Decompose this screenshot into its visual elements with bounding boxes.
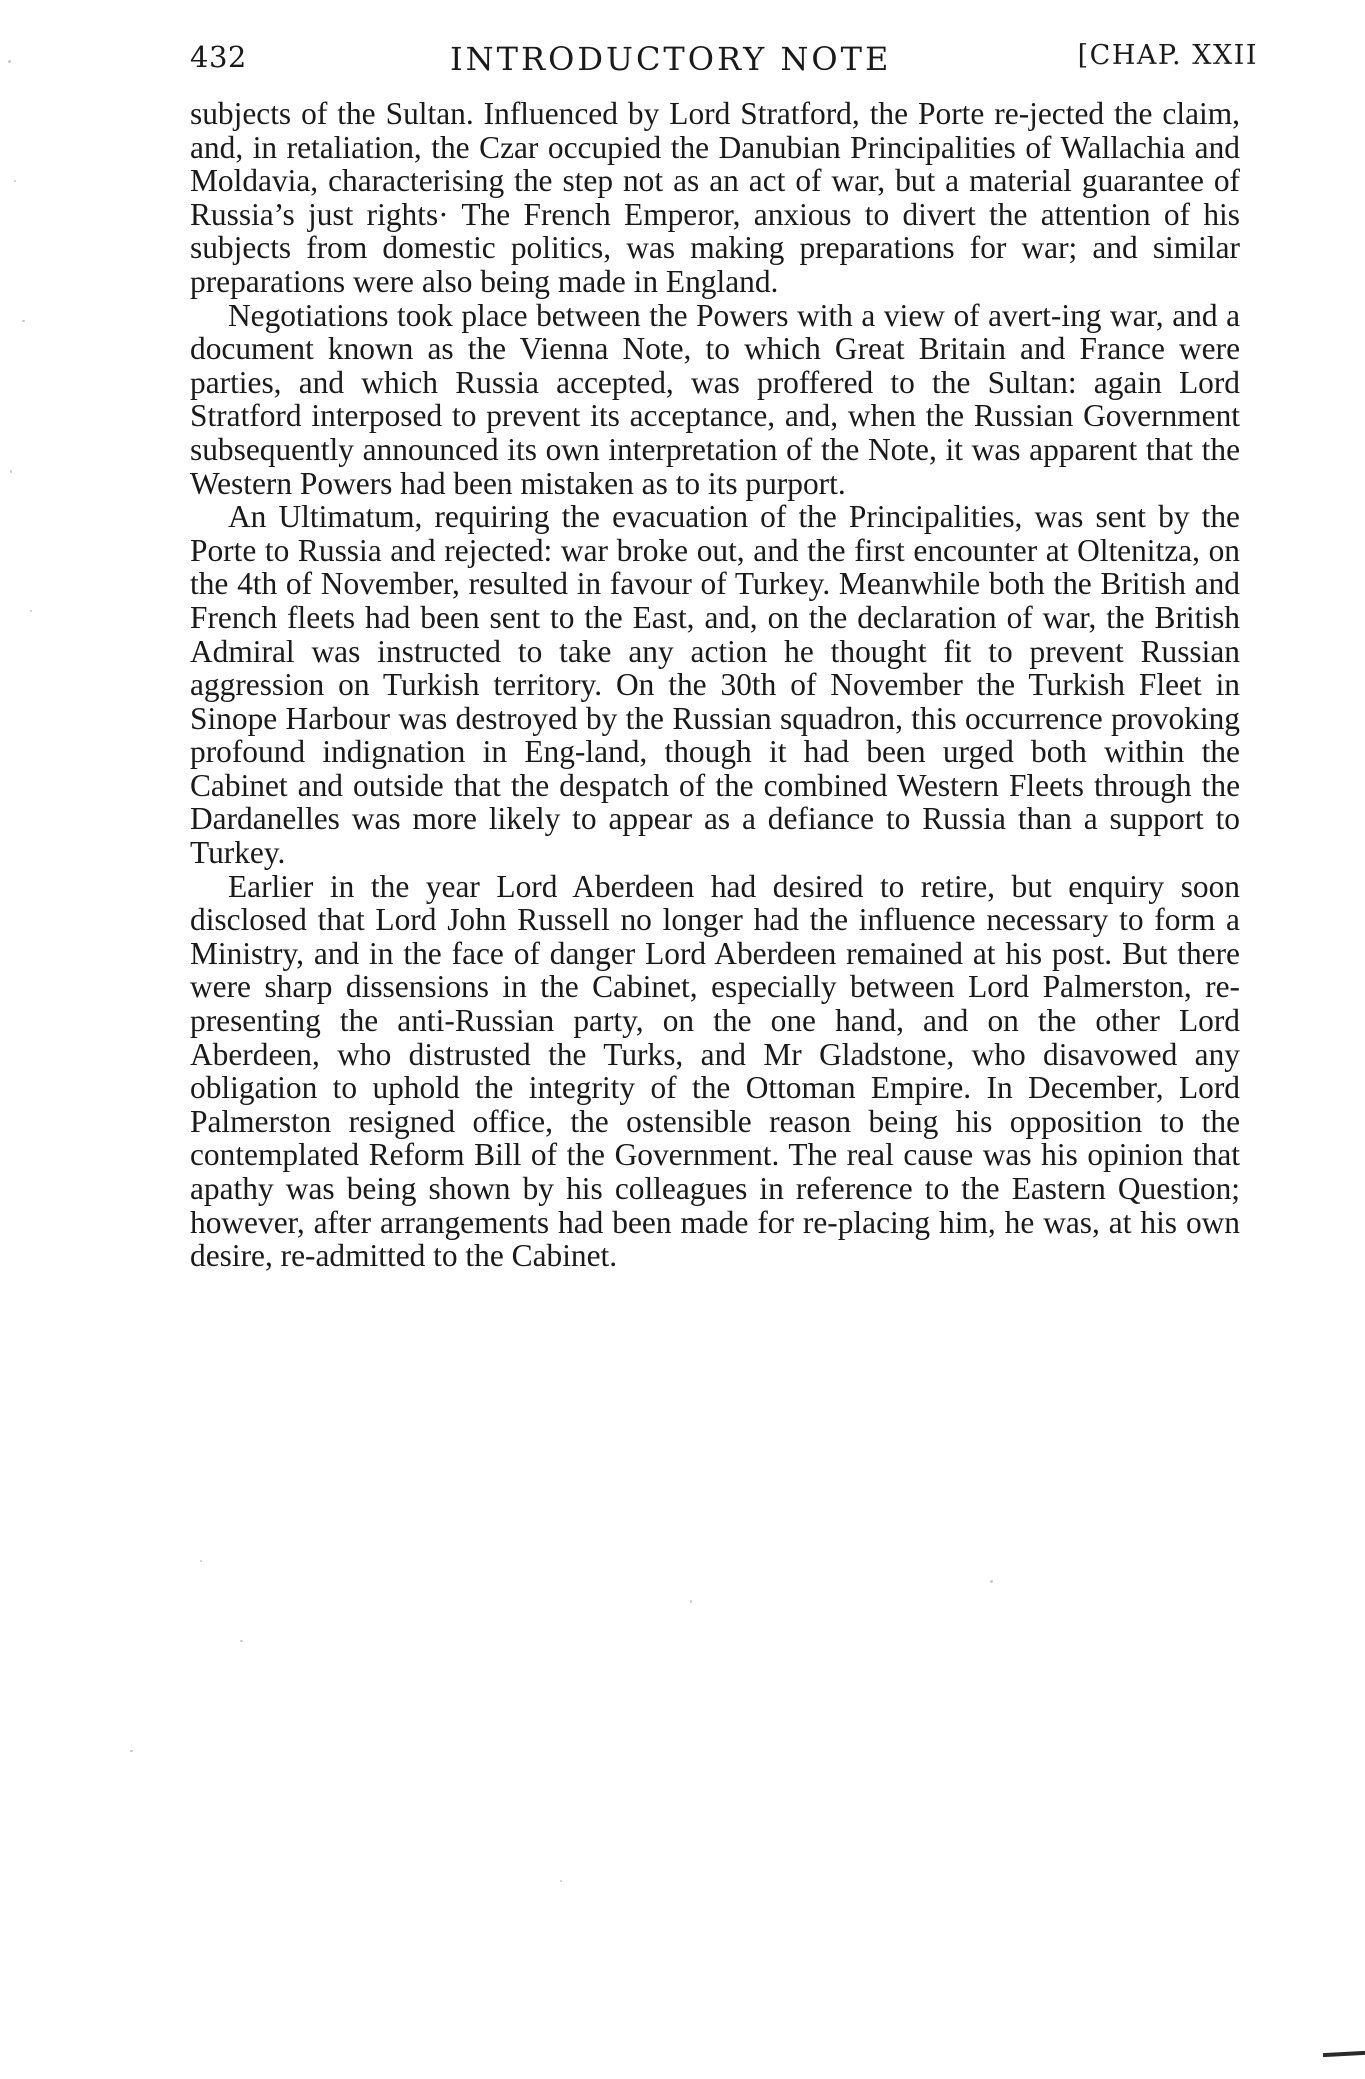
scan-speck xyxy=(990,1580,993,1583)
scan-speck xyxy=(130,1750,133,1752)
paragraph-1: subjects of the Sultan. Influenced by Lord Stratford, the Porte re-jected the claim, and, in retaliation, the Czar occupied the Danubian Principalities of Wallachia and Moldavia, characterising the step not as an act of war, but a material guarantee of Russia’s just rights· The French Emperor, anxious to divert the attention of his subjects from domestic politics, was making preparations for war; and similar preparations were also being made in England. xyxy=(190,96,1240,299)
scan-speck xyxy=(14,180,16,182)
page-number: 432 xyxy=(190,40,247,74)
scan-speck xyxy=(8,60,11,63)
scan-speck xyxy=(22,320,25,322)
running-head xyxy=(190,40,1258,90)
scan-speck xyxy=(200,1560,202,1562)
scan-edge-mark xyxy=(1323,2051,1365,2057)
paragraph-2: Negotiations took place between the Powers with a view of avert-ing war, and a document known as the Vienna Note, to which Great Britain and France were parties, and which Russia accepted, was proffered to the Sultan: again Lord Stratford interposed to prevent its acceptance, and, when the Russian Government subsequently announced its own interpretation of the Note, it was apparent that the Western Powers had been mistaken as to its purport. xyxy=(190,297,1240,501)
running-title: INTRODUCTORY NOTE xyxy=(450,40,892,78)
scan-speck xyxy=(30,610,32,612)
scan-speck xyxy=(690,1600,692,1603)
scan-speck xyxy=(10,470,12,473)
body-text xyxy=(190,97,1240,1273)
scan-speck xyxy=(240,1640,243,1642)
paragraph-3: An Ultimatum, requiring the evacuation of the Principalities, was sent by the Porte to Russia and rejected: war broke out, and the first encounter at Oltenitza, on the 4th of November, resulted in favour of Turkey. Meanwhile both the British and French fleets had been sent to the East, and, on the declaration of war, the British Admiral was instructed to take any action he thought fit to prevent Russian aggression on Turkish territory. On the 30th of November the Turkish Fleet in Sinope Harbour was destroyed by the Russian squadron, this occurrence provoking profound indignation in Eng-land, though it had been urged both within the Cabinet and outside that the despatch of the combined Western Fleets through the Dardanelles was more likely to appear as a defiance to Russia than a support to Turkey. xyxy=(190,499,1240,871)
paragraph-4: Earlier in the year Lord Aberdeen had desired to retire, but enquiry soon disclosed that Lord John Russell no longer had the influence necessary to form a Ministry, and in the face of danger Lord Aberdeen remained at his post. But there were sharp dissensions in the Cabinet, especially between Lord Palmerston, re-presenting the anti-Russian party, on the one hand, and on the other Lord Aberdeen, who distrusted the Turks, and Mr Gladstone, who disavowed any obligation to uphold the integrity of the Ottoman Empire. In December, Lord Palmerston resigned office, the ostensible reason being his opposition to the contemplated Reform Bill of the Government. The real cause was his opinion that apathy was being shown by his colleagues in reference to the Eastern Question; however, after arrangements had been made for re-placing him, he was, at his own desire, re-admitted to the Cabinet. xyxy=(190,868,1240,1274)
chapter-label: [CHAP. XXII xyxy=(1077,40,1258,71)
scan-speck xyxy=(560,1880,562,1882)
